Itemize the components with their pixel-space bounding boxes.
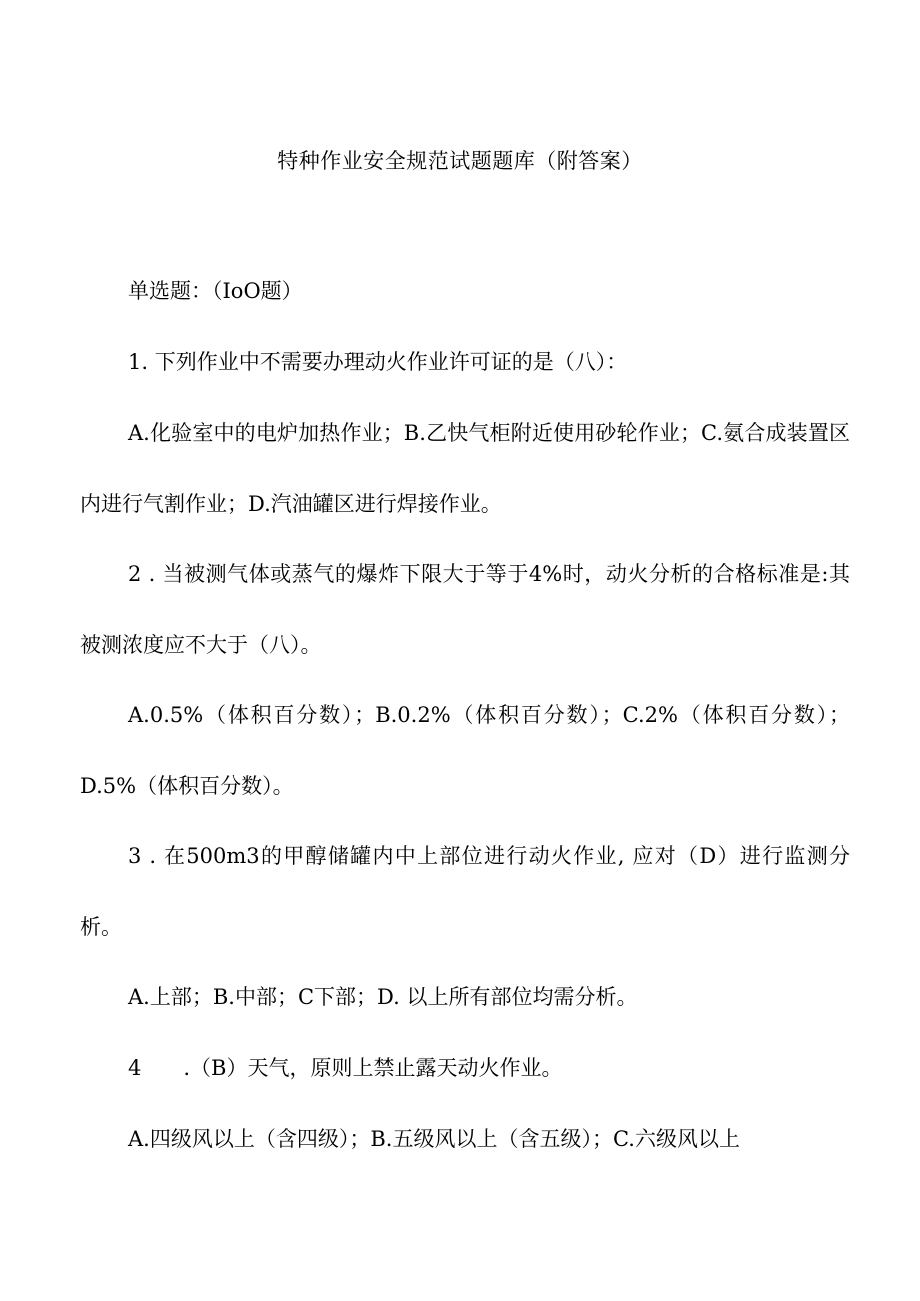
question-1-stem: 1. 下列作业中不需要办理动火作业许可证的是（八）：	[128, 350, 628, 374]
question-2-stem: 2 . 当被测气体或蒸气的爆炸下限大于等于4%时，动火分析的合格标准是:其被测浓度应不大于（八）。	[80, 562, 850, 657]
section-heading: 单选题：（IoO题）	[128, 279, 303, 303]
question-4-stem: 4 .（B）天气，原则上禁止露天动火作业。	[128, 1056, 563, 1080]
question-3-options: A.上部；B.中部；C下部；D. 以上所有部位均需分析。	[128, 985, 638, 1009]
question-4-options: A.四级风以上（含四级）；B.五级风以上（含五级）；C.六级风以上	[128, 1127, 740, 1151]
document-title: 特种作业安全规范试题题库（附答案）	[277, 149, 643, 173]
question-2-options: A.0.5%（体积百分数）；B.0.2%（体积百分数）；C.2%（体积百分数）；D.5%（体积百分数）。	[80, 703, 850, 798]
question-3-stem: 3 . 在500m3的甲醇储罐内中上部位进行动火作业, 应对（D）进行监测分析。	[80, 844, 850, 939]
question-1-options: A.化验室中的电炉加热作业；B.乙快气柜附近使用砂轮作业；C.氨合成装置区内进行气割作业；D.汽油罐区进行焊接作业。	[80, 421, 850, 516]
